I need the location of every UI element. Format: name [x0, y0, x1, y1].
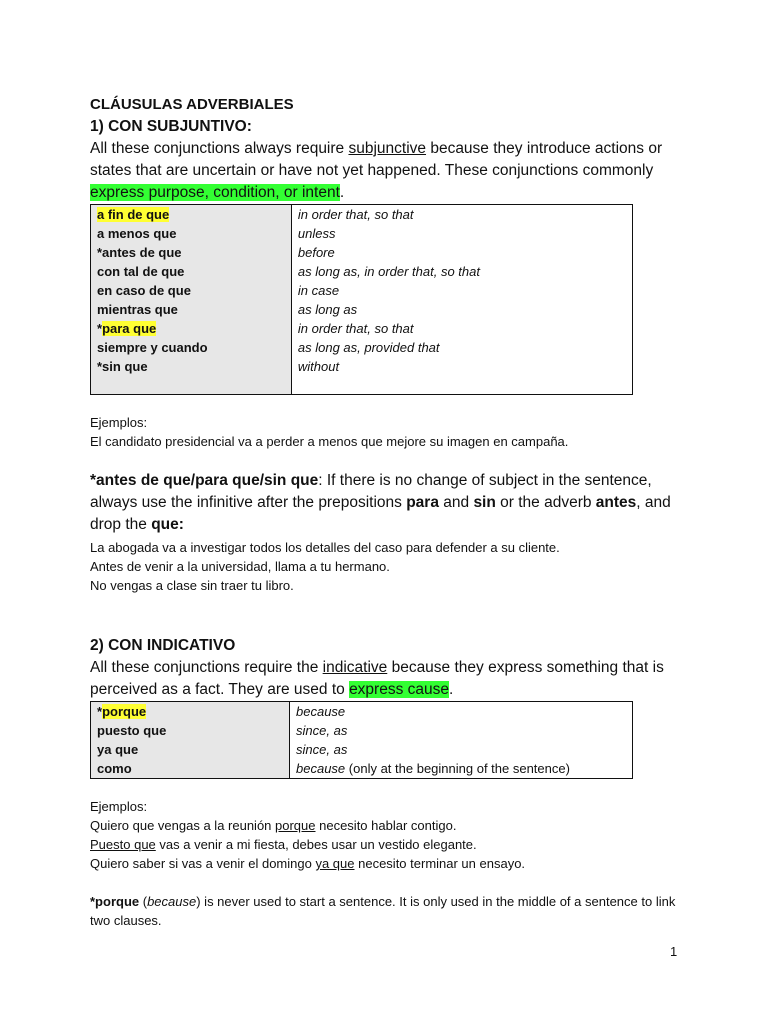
underlined-term: subjunctive [348, 140, 427, 157]
conjunction-es: en caso de que [97, 283, 191, 298]
translation-en: because [296, 704, 346, 719]
translation-en: because (only at the beginning of the sentence) [296, 761, 570, 776]
translation-en: as long as, in order that, so that [297, 264, 480, 279]
conjunction-es: siempre y cuando [97, 340, 208, 355]
translation-en: since, as [296, 742, 348, 757]
translation-en: as long as [297, 302, 358, 317]
document-title: CLÁUSULAS ADVERBIALES [90, 96, 294, 113]
conjunction-es: mientras que [97, 302, 178, 317]
infinitive-note: *antes de que/para que/sin que: If there is no change of subject in the sentence, always use the infinitive after the prepositions para and sin or the adverb antes, and drop the que: [90, 472, 671, 533]
section1-heading: 1) CON SUBJUNTIVO: [90, 118, 252, 135]
example-line: Antes de venir a la universidad, llama a tu hermano. [90, 559, 390, 574]
spanish-column [91, 702, 290, 779]
section2-heading: 2) CON INDICATIVO [90, 637, 236, 654]
conjunction-es: como [97, 761, 132, 776]
conjunction-es: a menos que [97, 226, 177, 241]
highlighted-phrase: express purpose, condition, or intent [90, 184, 340, 201]
indicative-examples [90, 816, 710, 873]
conjunction-es: *porque [97, 704, 147, 719]
example-line: No vengas a clase sin traer tu libro. [90, 578, 294, 593]
english-column [290, 702, 633, 779]
infinitive-examples [90, 538, 690, 595]
example-line: La abogada va a investigar todos los detalles del caso para defender a su cliente. [90, 540, 560, 555]
example-line: Quiero saber si vas a venir el domingo ya que necesito terminar un ensayo. [90, 856, 526, 871]
conjunction-es: con tal de que [97, 264, 185, 279]
subjunctive-conjunctions-table [90, 204, 633, 395]
english-column [291, 205, 632, 395]
translation-en: before [297, 245, 335, 260]
examples-label: Ejemplos: [90, 799, 148, 814]
examples-label: Ejemplos: [90, 415, 148, 430]
conjunction-es: puesto que [97, 723, 167, 738]
example-sentence: El candidato presidencial va a perder a menos que mejore su imagen en campaña. [90, 434, 569, 449]
translation-en: as long as, provided that [297, 340, 440, 355]
translation-en: since, as [296, 723, 348, 738]
conjunction-es: *antes de que [97, 245, 182, 260]
underlined-term: indicative [322, 659, 388, 676]
indicative-conjunctions-table [90, 701, 633, 779]
translation-en: in order that, so that [297, 207, 414, 222]
translation-en: unless [297, 226, 336, 241]
conjunction-es: a fin de que [97, 207, 170, 222]
spanish-column [91, 205, 292, 395]
conjunction-es: ya que [97, 742, 139, 757]
translation-en: in case [297, 283, 340, 298]
example-line: Quiero que vengas a la reunión porque necesito hablar contigo. [90, 818, 457, 833]
page-number: 1 [670, 944, 678, 959]
conjunction-es: *para que [97, 321, 157, 336]
conjunction-es: *sin que [97, 359, 148, 374]
example-line: Puesto que vas a venir a mi fiesta, debes usar un vestido elegante. [90, 837, 477, 852]
porque-footnote: *porque (because) is never used to start a sentence. It is only used in the middle of a sentence to link two clauses. [90, 894, 676, 928]
section1-intro: All these conjunctions always require subjunctive because they introduce actions or states that are uncertain or have not yet happened. These conjunctions commonly express purpose, condition, or intent. [90, 140, 663, 201]
translation-en: in order that, so that [297, 321, 414, 336]
translation-en: without [297, 359, 340, 374]
section2-intro: All these conjunctions require the indicative because they express something that is perceived as a fact. They are used to express cause. [90, 659, 664, 698]
highlighted-phrase: express cause [349, 681, 450, 698]
